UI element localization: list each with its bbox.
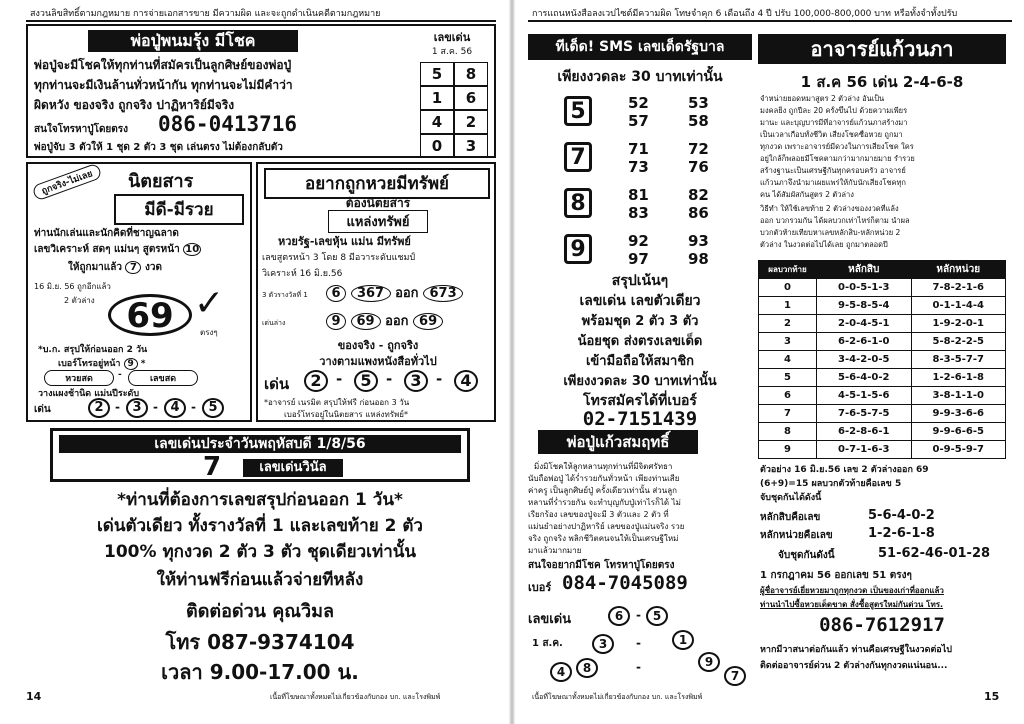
table-cell: 5 — [759, 369, 817, 387]
page-footer: เนื้อที่โฆษณาทั้งหมดไม่เกี่ยวข้องกับกอง บก. และโรงพิมพ์ — [270, 693, 441, 701]
stamp-badge: ถูกจริง-ไม่เลย — [31, 163, 102, 202]
sms-price: เพียงงวดละ 30 บาทเท่านั้น — [557, 69, 723, 85]
table-cell: 9 — [759, 441, 817, 459]
table-cell: 3 — [759, 333, 817, 351]
table-cell: 8 — [759, 423, 817, 441]
pairs-value: 51-62-46-01-28 — [878, 546, 991, 561]
table-cell: 6-2-8-6-1 — [817, 423, 912, 441]
table-cell: 3-4-2-0-5 — [817, 351, 912, 369]
father-line-3: ผิดหวัง ของจริง ถูกจริง ปาฏิหาริย์มีจริง — [34, 98, 235, 112]
page-header: สงวนลิขสิทธิ์ตามกฎหมาย การจ่ายเอกสารขาย มีความผิด และจะถูกดำเนินคดีตามกฎหมาย — [30, 9, 381, 19]
nita-dash: - — [191, 400, 196, 414]
daily-big-number: 7 — [203, 452, 222, 482]
teacher-text: ตัวล่าง ในงวดต่อไปได้เลย ถูกมาตลอดปี — [760, 240, 888, 249]
teacher-phone: 086-7612917 — [819, 614, 945, 636]
table-cell: 1-9-2-0-1 — [911, 315, 1006, 333]
yak-line-2: เลขสูตรหน้า 3 โดย 8 มีอวาระดับแชมป์ — [262, 253, 416, 263]
table-row — [759, 405, 1006, 423]
yak-dash: - — [336, 370, 343, 388]
table-cell: 2 — [759, 315, 817, 333]
fatherk-dash: - — [636, 608, 641, 622]
yak-sub-1: ต้องนิตยสาร — [345, 196, 411, 210]
table-row — [759, 387, 1006, 405]
grid-cell: 8 — [454, 62, 488, 86]
teacher-subtitle: 1 ส.ค 56 เด่น 2-4-6-8 — [800, 73, 964, 91]
nita-line-1: ท่านนักเล่นและนักคิดที่ชาญฉลาด — [34, 228, 179, 239]
table-cell: 6-2-6-1-0 — [817, 333, 912, 351]
table-cell: 0-7-1-6-3 — [817, 441, 912, 459]
yak-num-2: 5 — [354, 370, 378, 392]
sms-ad — [528, 26, 752, 430]
nita-note-2: เบอร์โทรอยู่หน้า 9 * — [58, 359, 146, 369]
daily-line-3: 100% ทุกงวด 2 ตัว 3 ตัว ชุดเดียวเท่านั้น — [104, 542, 416, 562]
teacher-line-2: ผู้ชื่อาจารย์เยี่ยหวยมาถูกทุกงวด เป็นของเก่าที่ออกแล้ว — [760, 586, 944, 595]
fatherk-num: 4 — [550, 662, 572, 682]
tag-2: เลขสด — [128, 370, 198, 386]
sms-num: 82 — [688, 186, 709, 204]
daily-banner — [50, 428, 470, 482]
nita-num-3: 4 — [164, 398, 186, 418]
father-note: พ่อปู่จับ 3 ตัวให้ 1 ชุด 2 ตัว 3 ชุด เล่นตรง ไม่ต้องกลับตัว — [34, 142, 283, 153]
fatherk-phone: 084-7045089 — [562, 572, 688, 594]
nita-note-1: *บ.ก. สรุปให้ก่อนออก 2 วัน — [38, 345, 148, 355]
grid-cell: 0 — [420, 134, 454, 158]
nita-num-1: 2 — [88, 398, 110, 418]
yak-foot-2: เบอร์โทรอยู่ในนิตยสาร แหล่งทรัพย์* — [284, 410, 408, 419]
sms-line-6: เพียงงวดละ 30 บาทเท่านั้น — [563, 374, 717, 389]
table-cell: 1-2-6-1-8 — [911, 369, 1006, 387]
sms-num: 97 — [628, 250, 649, 268]
page-footer: เนื้อที่โฆษณาทั้งหมดไม่เกี่ยวข้องกับกอง บก. และโรงพิมพ์ — [532, 693, 703, 701]
tens-value: 5-6-4-0-2 — [868, 508, 935, 523]
date-note: 16 มิ.ย. 56 ถูกอีกแล้ว — [34, 282, 111, 291]
teacher-text: มานะ และบุญบารมีที่อาจารย์แก้วนภาสร้างมา — [760, 118, 908, 127]
teacher-line-1: 1 กรกฎาคม 56 ออกเลข 51 ตรงๆ — [760, 570, 912, 581]
fatherk-lead: เลขเด่น — [528, 612, 572, 627]
teacher-text: คน ได้สัมผัสกันสูตร 2 ตัวล่าง — [760, 190, 854, 199]
sub-note: 2 ตัวล่าง — [64, 296, 95, 305]
teacher-foot-1: หากมีวาสนาต่อกันแล้ว ท่านคือเศรษฐีในงวดต่อไป — [760, 645, 952, 655]
sms-num: 53 — [688, 94, 709, 112]
fatherk-text: เรียกร้อง เลขของปู่จะมี 3 ตัวและ 2 ตัว ที่ — [528, 510, 669, 519]
sms-line-4: น้อยชุด ส่งตรงเลขเด็ด — [577, 334, 703, 349]
table-cell: 7-6-5-7-5 — [817, 405, 912, 423]
yak-dash: - — [436, 370, 443, 388]
sms-num: 57 — [628, 112, 649, 130]
sms-phone: 02-7151439 — [582, 408, 698, 430]
fatherk-phone-label: เบอร์ — [528, 581, 552, 594]
teacher-text: อยู่ใกล้ก็พลอยมีโชคตามกว่ามากมายมาย รำรวย — [760, 154, 915, 163]
nita-line-3: ให้ถูกมาแล้ว 7 งวด — [68, 262, 162, 273]
fatherk-num: 5 — [646, 606, 668, 626]
fatherk-ad — [528, 430, 752, 690]
teacher-text: เป็นเวลาเกือบทั้งชีวิต เสี่ยงโชคซื้อหวย ถูกมา — [760, 130, 903, 139]
daily-title: เลขเด่นประจำวันพฤหัสบดี 1/8/56 — [59, 435, 461, 453]
units-value: 1-2-6-1-8 — [868, 526, 935, 541]
yak-foot-1: *อาจารย์ เนรมิต สรุปให้ฟรี ก่อนออก 3 วัน — [264, 398, 410, 407]
r2-label: เด่นล่าง — [262, 319, 286, 327]
fatherk-text: มาแล้วมากมาย — [528, 546, 582, 555]
yak-line-4: วางตามแพงหนังสือทั่วไป — [319, 355, 437, 368]
fatherk-title: พ่อปู่แก้วสมฤทธิ์ — [538, 430, 698, 454]
table-cell: 5-8-2-2-5 — [911, 333, 1006, 351]
header-rule — [528, 20, 1012, 22]
formula-table — [758, 260, 1006, 459]
teacher-text: ออก บวกรวมกัน ได้ผลบวกเท่าไหร่ก็ตาม นำผล — [760, 216, 910, 225]
fatherk-num: 3 — [592, 634, 614, 654]
nita-lead: เด่น — [34, 404, 51, 415]
fatherk-contact: สนใจอยากมีโชค โทรหาปู่โดยตรง — [528, 560, 675, 571]
grid-cell: 1 — [420, 86, 454, 110]
table-cell: 6 — [759, 387, 817, 405]
nita-dash: - — [115, 400, 120, 414]
sms-num: 73 — [628, 158, 649, 176]
fatherk-num: 6 — [608, 606, 630, 626]
father-title: พ่อปู่พนมรุ้ง มีโชค — [88, 30, 298, 52]
teacher-text: ทุกงวด เพราะอาจารย์มีดวงในการเสี่ยงโชค ใคร — [760, 142, 914, 151]
table-cell: 9-5-8-5-4 — [817, 297, 912, 315]
table-row — [759, 351, 1006, 369]
table-cell: 7-8-2-1-6 — [911, 279, 1006, 297]
sms-line-1: สรุปเน้นๆ — [611, 273, 669, 289]
daily-line-1: *ท่านที่ต้องการเลขสรุปก่อนออก 1 วัน* — [117, 490, 403, 510]
teacher-ad — [758, 26, 1012, 690]
right-page — [512, 0, 1024, 724]
sms-line-3: พร้อมชุด 2 ตัว 3 ตัว — [581, 314, 699, 329]
daily-line-2: เด่นตัวเดียว ทั้งรางวัลที่ 1 และเลขท้าย 2 ตัว — [97, 516, 423, 536]
sms-num: 86 — [688, 204, 709, 222]
r1-label: 3 ตัวรางวัลที่ 1 — [262, 291, 308, 299]
fatherk-text: มิ่งมิโชคให้ลูกหลานทุกท่านที่มีจิตศรัทธา — [534, 462, 673, 471]
yak-num-1: 2 — [304, 370, 328, 392]
magazine-name: มีดี-มีรวย — [114, 194, 244, 225]
example-line-1: ตัวอย่าง 16 มิ.ย.56 เลข 2 ตัวล่างออก 69 — [760, 465, 929, 475]
teacher-text: วิธีทำ ให้ใช้เลขท้าย 2 ตัวล่างของงวดที่แล้ง — [760, 204, 899, 213]
units-label: หลักหน่วยคือเลข — [760, 530, 833, 541]
teacher-text: บวกตัวท้ายเทียบหาเลขหลักสิบ-หลักหน่วย 2 — [760, 228, 901, 237]
sms-num: 71 — [628, 140, 649, 158]
daily-line-4: ให้ท่านฟรีก่อนแล้วจ่ายทีหลัง — [156, 570, 364, 590]
daily-big-label: เลขเด่นวินัล — [243, 459, 343, 477]
fatherk-num: 7 — [724, 666, 746, 686]
yak-date: วิเคราะห์ 16 มิ.ย.56 — [262, 269, 343, 279]
fatherk-text: แม่นยำอย่างปาฏิหาริย์ เลขของปู่แม่นจริง รวย — [528, 522, 685, 531]
sms-num: 92 — [628, 232, 649, 250]
yak-line-3: ของจริง - ถูกจริง — [337, 339, 419, 352]
grid-title: เลขเด่น — [433, 31, 471, 44]
sms-contact: โทรสมัครได้ที่เบอร์ — [583, 393, 697, 409]
nitayasarn-ad — [26, 162, 252, 422]
teacher-text: แก้วนภาจึงนำมาเผยแพร่ให้กับนักเสี่ยงโชคทุก — [760, 178, 906, 187]
table-row — [759, 297, 1006, 315]
yak-title: อยากถูกหวยมีทรัพย์ — [264, 168, 490, 199]
nita-line-2: เลขวิเคราะห์ สดๆ แม่นๆ สูตรหน้า 10 — [34, 242, 248, 257]
table-row — [759, 279, 1006, 297]
father-line-2: ทุกท่านจะมีเงินล้านทั่วหน้ากัน ทุกท่านจะไม่มีคำว่า — [34, 78, 293, 92]
contact-label: สนใจโทรหาปู่โดยตรง — [34, 124, 129, 135]
tag-line: วางแผงช้านิด แม่นปีระดับ — [38, 389, 140, 399]
sms-digit: 7 — [564, 142, 592, 172]
example-line-3: จับชุดกันได้ดังนี้ — [760, 493, 822, 503]
table-row — [759, 333, 1006, 351]
sms-num: 52 — [628, 94, 649, 112]
sms-num: 76 — [688, 158, 709, 176]
fatherk-date: 1 ส.ค. — [532, 638, 563, 649]
teacher-text: สร้างฐานะเป็นเศรษฐีกันทุกครอบครัว อาจารย์ — [760, 166, 906, 175]
col-header: ผลบวกท้าย — [759, 261, 817, 279]
yak-lead: เด่น — [264, 375, 290, 393]
grid-cell: 4 — [420, 110, 454, 134]
col-header: หลักหน่วย — [911, 261, 1006, 279]
sms-num: 98 — [688, 250, 709, 268]
sms-num: 81 — [628, 186, 649, 204]
yak-ad — [256, 162, 496, 422]
yak-num-3: 3 — [404, 370, 428, 392]
fatherk-text: นับถือพ่อปู่ ได้ร่ำรวยกันทั่วหน้า เพียงท่านเสีย — [528, 474, 680, 483]
table-row — [759, 441, 1006, 459]
nita-num-2: 3 — [126, 398, 148, 418]
sms-num: 83 — [628, 204, 649, 222]
sms-num: 72 — [688, 140, 709, 158]
header-rule — [26, 20, 496, 22]
page-number: 15 — [984, 690, 1000, 703]
col-header: หลักสิบ — [817, 261, 912, 279]
grid-cell: 2 — [454, 110, 488, 134]
table-row — [759, 369, 1006, 387]
sms-digit: 5 — [564, 96, 592, 126]
grid-cell: 5 — [420, 62, 454, 86]
father-ad — [26, 24, 496, 158]
table-cell: 0 — [759, 279, 817, 297]
sms-num: 93 — [688, 232, 709, 250]
table-cell: 0-0-5-1-3 — [817, 279, 912, 297]
nita-num-4: 5 — [202, 398, 224, 418]
grid-cell: 6 — [454, 86, 488, 110]
grid-date: 1 ส.ค. 56 — [431, 47, 473, 57]
table-cell: 0-1-1-4-4 — [911, 297, 1006, 315]
check-icon: ✓ — [194, 283, 225, 324]
yak-line-1: หวยรัฐ-เลขหุ้น แม่น มีทรัพย์ — [278, 235, 411, 248]
exact-label: ตรงๆ — [200, 328, 218, 337]
big-number: 69 — [108, 294, 192, 336]
page-header: การแถนหนังสือลงเวปไซต์มีความผิด โทษจำคุก 6 เดือนถึง 4 ปี ปรับ 100,000-800,000 บาท หรือทั้งจำทั้งปรับ — [532, 9, 958, 19]
table-row — [759, 423, 1006, 441]
example-line-2: (6+9)=15 ผลบวกตัวท้ายคือเลข 5 — [760, 479, 902, 489]
teacher-foot-2: ติดต่ออาจารย์ด่วน 2 ตัวล่างกันทุกงวดแน่นอน... — [760, 661, 948, 671]
table-cell: 1 — [759, 297, 817, 315]
grid-cell: 3 — [454, 134, 488, 158]
sms-line-2: เลขเด่น เลขตัวเดียว — [579, 293, 701, 309]
table-cell: 9-9-6-6-5 — [911, 423, 1006, 441]
table-cell: 8-3-5-7-7 — [911, 351, 1006, 369]
sms-digit: 8 — [564, 188, 592, 218]
teacher-title: อาจารย์แก้วนภา — [758, 34, 1006, 64]
table-cell: 9-9-3-6-6 — [911, 405, 1006, 423]
table-cell: 7 — [759, 405, 817, 423]
table-cell: 4 — [759, 351, 817, 369]
fatherk-text: ค่าครู เป็นลูกศิษย์ปู่ ครั้งเดียวเท่านั้น ส่วนลูก — [528, 486, 677, 495]
yak-dash: - — [386, 370, 393, 388]
teacher-line-3: ท่านนำไปซื้อหวยเด็ดขาด สั่งซื้อสูตรใหม่กันด่วน โทร. — [760, 600, 944, 609]
tens-label: หลักสิบคือเลข — [760, 512, 821, 523]
daily-urgent: ติดต่อด่วน คุณวิมล — [186, 601, 334, 622]
fatherk-num: 8 — [576, 658, 598, 678]
sms-digit: 9 — [564, 234, 592, 264]
nita-dash: - — [153, 400, 158, 414]
tag-1: หวยสด — [44, 370, 114, 386]
fatherk-num: 9 — [698, 652, 720, 672]
sms-title: ทีเด็ด! SMS เลขเด็ดรัฐบาล — [528, 34, 752, 60]
daily-phone: โทร 087-9374104 — [165, 630, 355, 654]
teacher-text: มงคลยิ่ง ถูกปีละ 20 ครั้งขึ้นไป ด้วยความเพียร — [760, 106, 908, 115]
daily-time: เวลา 9.00-17.00 น. — [161, 660, 359, 684]
table-cell: 0-9-5-9-7 — [911, 441, 1006, 459]
fatherk-text: หลานที่ร่ำรวยกัน จะทำบุญกับปู่เท่าไรก็ได้ ไม่ — [528, 498, 681, 507]
father-line-1: พ่อปู่จะมีโชคให้ทุกท่านที่สมัครเป็นลูกศิษย์ของพ่อปู่ — [34, 58, 292, 72]
yak-sub-2: แหล่งทรัพย์ — [328, 210, 428, 233]
table-row — [759, 315, 1006, 333]
table-cell: 2-0-4-5-1 — [817, 315, 912, 333]
r2-nums: 9 69 ออก 69 — [326, 310, 496, 331]
fatherk-num: 1 — [672, 630, 694, 650]
father-phone: 086-0413716 — [158, 112, 298, 136]
fatherk-text: จริง ถูกจริง พลิกชีวิตคนจนให้เป็นเศรษฐีใหม่ — [528, 534, 679, 543]
number-grid — [420, 62, 488, 158]
r1-nums: 6 367 ออก 673 — [326, 282, 496, 303]
table-cell: 4-5-1-5-6 — [817, 387, 912, 405]
sms-line-5: เข้ามือถือให้สมาชิก — [585, 354, 695, 369]
teacher-text: จำหน่ายยอดหมาสูตร 2 ตัวล่าง อันเป็น — [760, 94, 885, 103]
magazine-title: นิตยสาร — [128, 171, 194, 192]
fatherk-dash: - — [636, 636, 641, 650]
tag-dash: - — [118, 370, 122, 380]
pairs-label: จับชุดกันดังนี้ — [778, 550, 835, 561]
table-cell: 5-6-4-0-2 — [817, 369, 912, 387]
fatherk-dash: - — [636, 660, 641, 674]
yak-num-4: 4 — [454, 370, 478, 392]
sms-num: 58 — [688, 112, 709, 130]
page-number: 14 — [26, 690, 42, 703]
table-cell: 3-8-1-1-0 — [911, 387, 1006, 405]
